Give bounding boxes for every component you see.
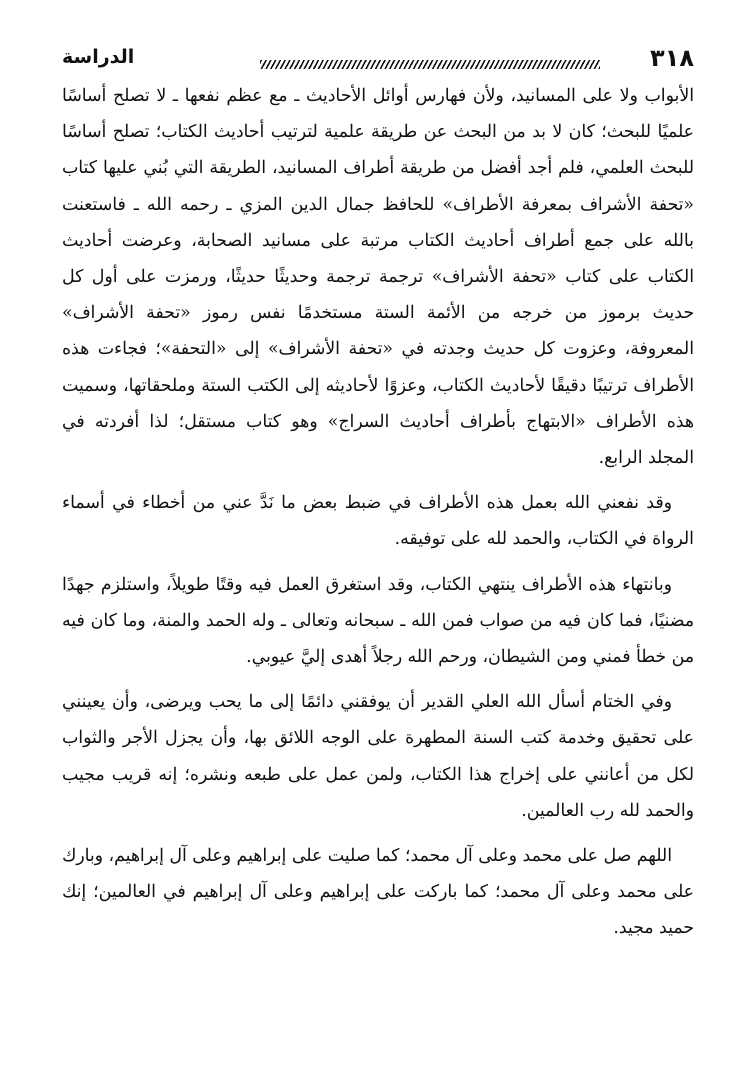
paragraph-closing-prayer: وفي الختام أسأل الله العلي القدير أن يوفقني دائمًا إلى ما يحب ويرضى، وأن يعينني على تحقيق وخدمة كتب السنة المطهرة على الوجه اللائق بها، وأن يجزل الأجر والثواب لكل من أعانني على إخراج هذا الكتاب، ولمن عمل على طبعه ونشره؛ إنه قريب مجيب والحمد لله رب العالمين. xyxy=(62,692,694,821)
paragraph-atraf-method: الأبواب ولا على المسانيد، ولأن فهارس أوائل الأحاديث ـ مع عظم نفعها ـ لا تصلح أساسًا علميًا للبحث؛ كان لا بد من البحث عن طريقة علمية لترتيب أحاديث الكتاب؛ تصلح أساسًا للبحث العلمي، فلم أجد أفضل من طريقة أطراف المسانيد، الطريقة التي بُني عليها كتاب «تحفة الأشراف بمعرفة الأطراف» للحافظ جمال الدين المزي ـ رحمه الله ـ فاستعنت بالله على جمع أطراف أحاديث الكتاب مرتبة على مسانيد الصحابة، وعرضت أحاديث الكتاب على كتاب «تحفة الأشراف» ترجمة ترجمة وحديثًا حديثًا، ورمزت على أول كل حديث برموز من خرجه من الأئمة الستة مستخدمًا نفس رموز «تحفة الأشراف» المعروفة، وعزوت كل حديث وجدته في «تحفة الأشراف» إلى «التحفة»؛ فجاءت هذه الأطراف ترتيبًا دقيقًا لأحاديث الكتاب، وعزوًا لأحاديثه إلى الكتب الستة وملحقاتها، وسميت هذه الأطراف «الابتهاج بأطراف أحاديث السراج» وهو كتاب مستقل؛ لذا أفردته في المجلد الرابع. xyxy=(62,86,694,469)
paragraph-benefit: وقد نفعني الله بعمل هذه الأطراف في ضبط بعض ما نَدَّ عني من أخطاء في أسماء الرواة في الكتاب، والحمد لله على توفيقه. xyxy=(62,493,694,550)
paragraph-conclusion: وبانتهاء هذه الأطراف ينتهي الكتاب، وقد استغرق العمل فيه وقتًا طويلاً، واستلزم جهدًا مضنيًا، فما كان فيه من صواب فمن الله ـ سبحانه وتعالى ـ وله الحمد والمنة، وما كان فيه من خطأ فمني ومن الشيطان، ورحم الله رجلاً أهدى إليَّ عيوبي. xyxy=(62,574,694,668)
running-header xyxy=(62,40,694,78)
body-text xyxy=(62,78,694,947)
paragraph-salawat: اللهم صل على محمد وعلى آل محمد؛ كما صليت على إبراهيم وعلى آل إبراهيم، وبارك على محمد وعلى آل محمد؛ كما باركت على إبراهيم وعلى آل إبراهيم في العالمين؛ إنك حميد مجيد. xyxy=(62,846,694,939)
page-number: ٣١٨ xyxy=(650,44,694,72)
running-title: الدراسة xyxy=(62,46,135,68)
header-rule xyxy=(260,60,600,69)
book-page xyxy=(62,40,694,1050)
